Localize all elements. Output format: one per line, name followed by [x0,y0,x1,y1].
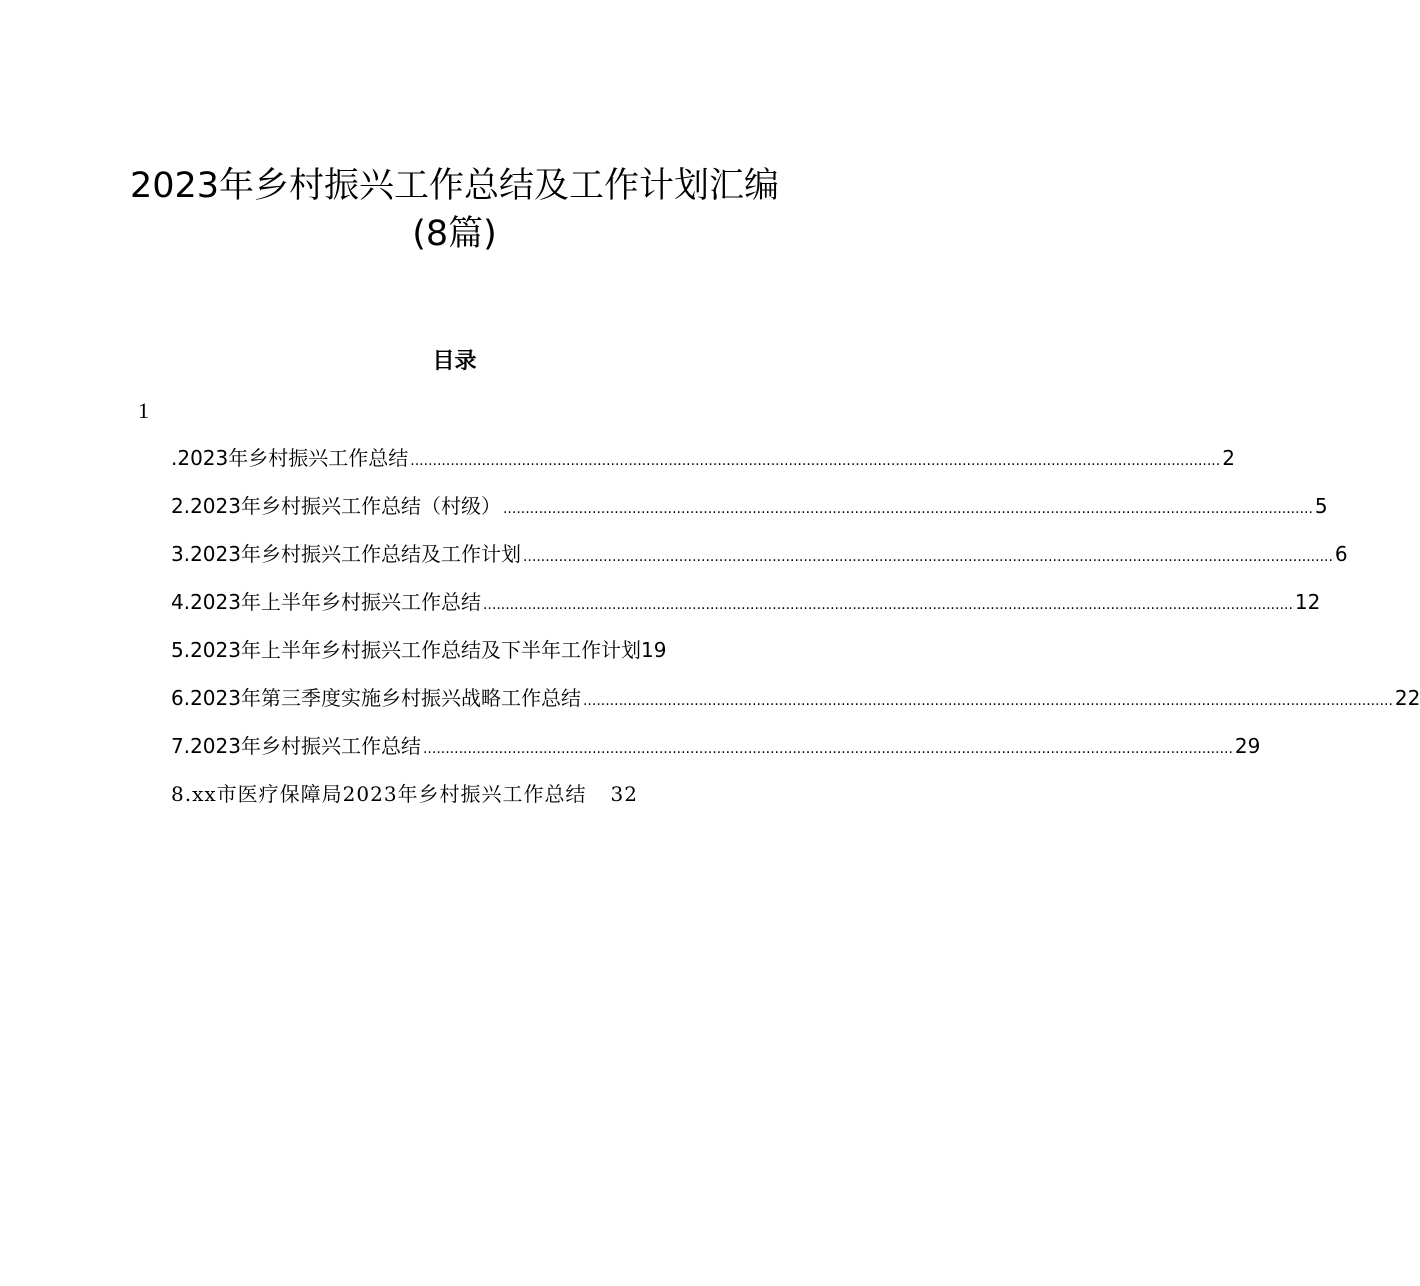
toc-entry-2[interactable] [171,488,1328,536]
toc-page-number: 32 [610,782,638,806]
toc-dot-leader [410,443,1220,479]
toc-entry-text: 5.2023年上半年乡村振兴工作总结及下半年工作计划 [171,638,641,662]
toc-entry-text: 4.2023年上半年乡村振兴工作总结 [171,590,481,614]
toc-entry-3[interactable] [171,536,1348,584]
toc-dot-leader [523,539,1333,575]
toc-page-number: 2 [1222,446,1235,470]
toc-entry-7[interactable] [171,728,1261,776]
toc-entry-text: .2023年乡村振兴工作总结 [171,446,409,470]
toc-entry-1[interactable] [171,440,1235,488]
document-title-line-2: (8篇) [412,214,497,254]
toc-dot-leader [583,683,1393,719]
table-of-contents [171,440,1420,824]
toc-page-number: 19 [640,638,667,662]
toc-entry-5[interactable] [171,632,755,680]
toc-entry-6[interactable] [171,680,1420,728]
toc-page-number: 12 [1294,590,1321,614]
document-title-line-1: 2023年乡村振兴工作总结及工作计划汇编 [129,166,780,206]
toc-page-number: 5 [1314,494,1328,518]
toc-page-number: 29 [1234,734,1261,758]
toc-page-number: 22 [1394,686,1420,710]
toc-stray-number: 1 [138,398,149,423]
toc-entry-text: 7.2023年乡村振兴工作总结 [171,734,421,758]
toc-dot-leader [423,731,1233,767]
toc-entry-text: 6.2023年第三季度实施乡村振兴战略工作总结 [171,686,581,710]
toc-dot-leader [483,587,1293,623]
toc-entry-text: 2.2023年乡村振兴工作总结（村级） [171,494,501,518]
toc-entry-8[interactable] [171,776,755,824]
toc-page-number: 6 [1334,542,1348,566]
toc-heading: 目录 [432,348,477,374]
toc-entry-4[interactable] [171,584,1321,632]
toc-dot-leader [503,491,1313,527]
toc-entry-text: 8.xx市医疗保障局2023年乡村振兴工作总结 [171,782,587,806]
toc-entry-text: 3.2023年乡村振兴工作总结及工作计划 [171,542,521,566]
